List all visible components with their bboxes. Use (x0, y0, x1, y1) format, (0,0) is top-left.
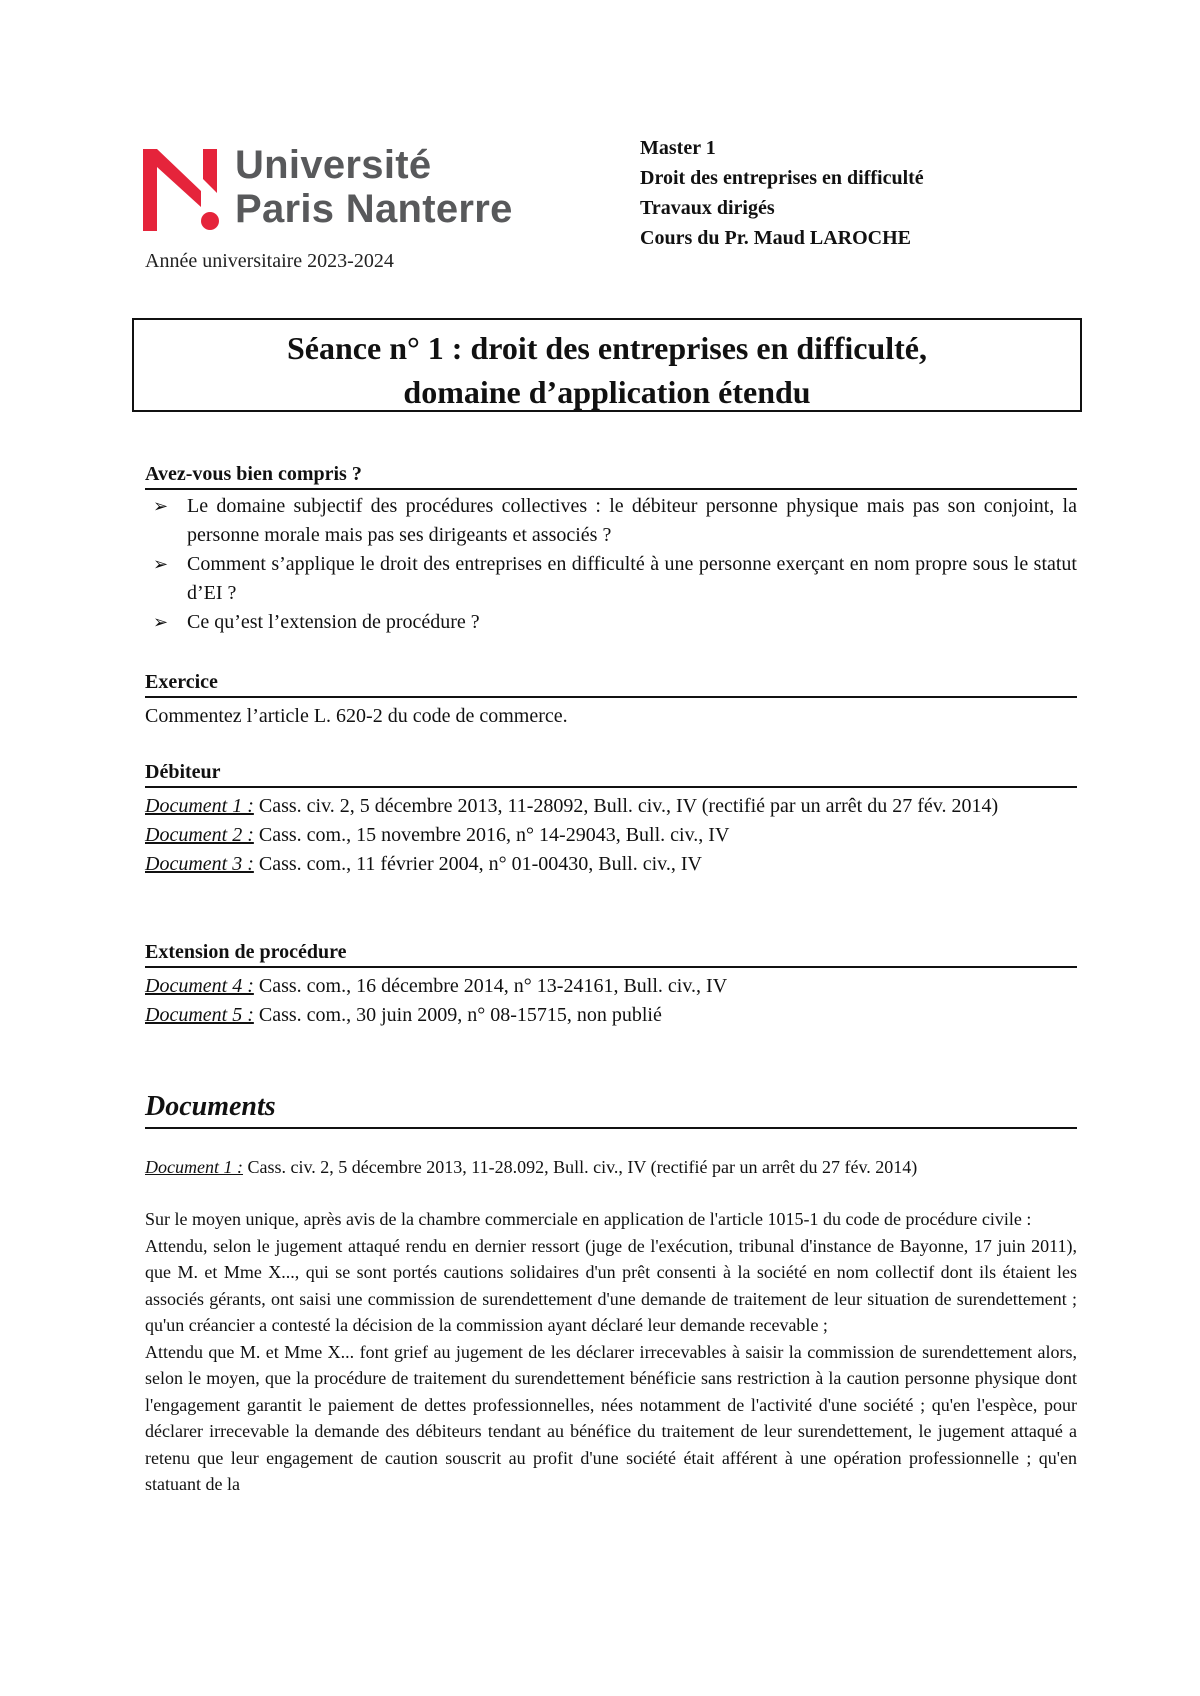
course-info (640, 133, 924, 253)
section-heading: Avez-vous bien compris ? (145, 462, 1077, 490)
question-text: Ce qu’est l’extension de procédure ? (187, 611, 480, 633)
nanterre-logo-icon (143, 149, 225, 231)
paragraph: Sur le moyen unique, après avis de la chambre commerciale en application de l'article 1015-1 du code de procédure civile : (145, 1209, 1032, 1229)
question-list (145, 492, 1077, 637)
document-ref[interactable]: Document 2 : (145, 824, 254, 846)
document-entry (145, 1001, 1077, 1030)
document-ref[interactable]: Document 4 : (145, 975, 254, 997)
document-citation: Cass. com., 15 novembre 2016, n° 14-29043, Bull. civ., IV (253, 824, 730, 846)
section-heading: Débiteur (145, 760, 1077, 788)
question-text: Comment s’applique le droit des entreprises en difficulté à une personne exerçant en nom propre sous le statut d’EI ? (187, 553, 1077, 604)
university-logo (143, 145, 533, 235)
section-debtor (145, 760, 1077, 879)
list-item (145, 608, 1077, 637)
paragraph: Attendu, selon le jugement attaqué rendu en dernier ressort (juge de l'exécution, tribunal d'instance de Bayonne, 17 juin 2011), que M. et Mme X..., qui se sont portés cautions solidaires d'un prêt consenti à la société en nom collectif dont ils étaient les associés gérants, ont saisi une commission de surendettement d'une demande de traitement de leur situation de surendettement ; qu'un créancier a contesté la décision de la commission ayant déclaré leur demande recevable ; (145, 1235, 1077, 1335)
paragraph: Attendu que M. et Mme X... font grief au jugement de les déclarer irrecevables à saisir la commission de surendettement alors, selon le moyen, que la procédure de traitement du surendettement bénéficie sans restriction à la caution personne physique dont l'engagement garantit le paiement de dettes professionnelles, nées notamment de l'activité d'une société ; qu'en l'espèce, pour déclarer irrecevable la demande des débiteurs tendant au bénéfice du traitement de leur surendettement, le jugement attaqué a retenu que leur engagement de caution souscrit au profit d'une société était afférent à une opération professionnelle ; qu'en statuant de la (145, 1341, 1077, 1494)
document-entry (145, 792, 1077, 821)
course-subject: Droit des entreprises en difficulté (640, 167, 924, 189)
section-heading: Extension de procédure (145, 940, 1077, 968)
document-citation: Cass. com., 30 juin 2009, n° 08-15715, non publié (253, 1004, 662, 1026)
session-title-box (132, 318, 1082, 412)
document-citation: Cass. com., 11 février 2004, n° 01-00430, Bull. civ., IV (253, 853, 702, 875)
arrow-bullet-icon: ➢ (153, 612, 169, 632)
extension-docs (145, 972, 1077, 1030)
academic-year: Année universitaire 2023-2024 (145, 250, 394, 272)
course-level: Master 1 (640, 137, 716, 159)
section-exercise (145, 670, 1077, 731)
section-understanding (145, 462, 1077, 637)
document-citation: Cass. civ. 2, 5 décembre 2013, 11-28092, Bull. civ., IV (rectifié par un arrêt du 27 fév. 2014) (253, 795, 999, 817)
debtor-docs (145, 792, 1077, 879)
section-extension (145, 940, 1077, 1030)
session-title-line-2: domaine d’application étendu (403, 374, 811, 410)
list-item (145, 550, 1077, 608)
logo-line-1: Université (235, 143, 432, 187)
exercise-text: Commentez l’article L. 620-2 du code de commerce. (145, 705, 568, 727)
document-ref: Document 1 : (145, 1157, 243, 1177)
document-citation: Cass. com., 16 décembre 2014, n° 13-24161, Bull. civ., IV (253, 975, 728, 997)
document-entry (145, 821, 1077, 850)
logo-line-2: Paris Nanterre (235, 187, 513, 231)
documents-heading: Documents (145, 1090, 1077, 1129)
document-ref[interactable]: Document 5 : (145, 1004, 254, 1026)
document-ref[interactable]: Document 1 : (145, 795, 254, 817)
document-citation: Cass. civ. 2, 5 décembre 2013, 11-28.092, Bull. civ., IV (rectifié par un arrêt du 27 fév. 2014) (242, 1157, 918, 1177)
document-ref[interactable]: Document 3 : (145, 853, 254, 875)
arrow-bullet-icon: ➢ (153, 496, 169, 516)
course-professor: Cours du Pr. Maud LAROCHE (640, 227, 911, 249)
course-type: Travaux dirigés (640, 197, 775, 219)
list-item (145, 492, 1077, 550)
document-1-header (145, 1154, 1077, 1180)
document-entry (145, 850, 1077, 879)
document-1-body (145, 1206, 1077, 1498)
question-text: Le domaine subjectif des procédures collectives : le débiteur personne physique mais pas son conjoint, la personne morale mais pas ses dirigeants et associés ? (187, 495, 1077, 546)
document-entry (145, 972, 1077, 1001)
arrow-bullet-icon: ➢ (153, 554, 169, 574)
session-title-line-1: Séance n° 1 : droit des entreprises en difficulté, (287, 330, 927, 366)
section-heading: Exercice (145, 670, 1077, 698)
